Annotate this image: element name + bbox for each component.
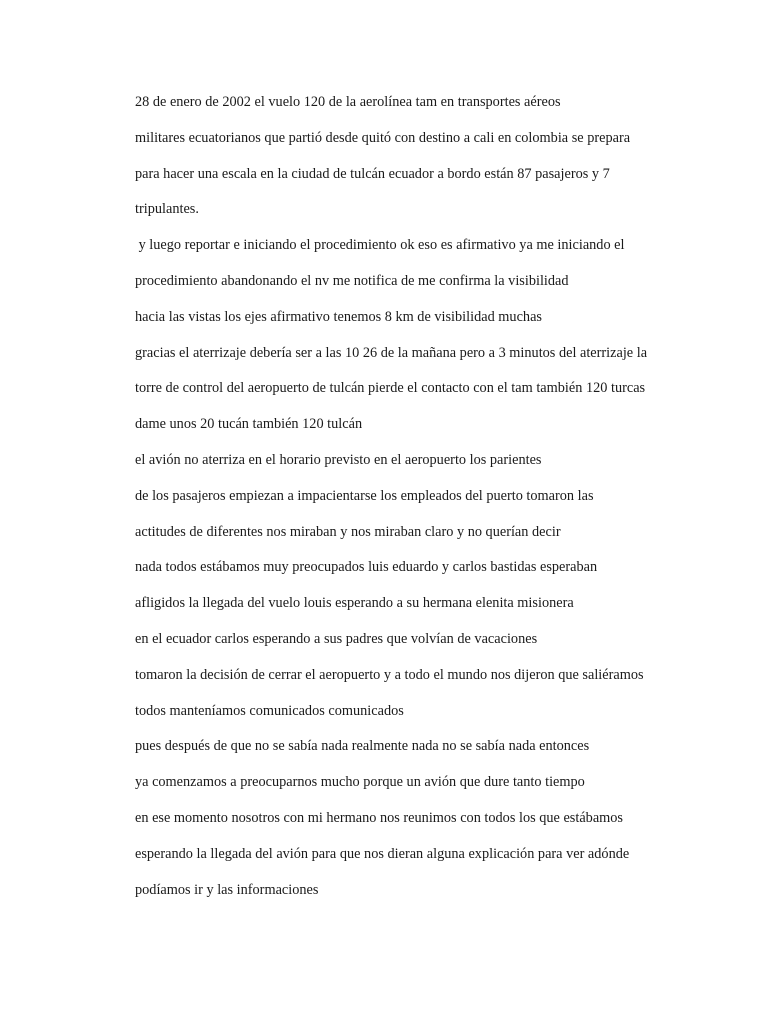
text-line: el avión no aterriza en el horario previsto en el aeropuerto los parientes <box>135 451 542 468</box>
text-line: y luego reportar e iniciando el procedimiento ok eso es afirmativo ya me iniciando el <box>135 237 625 254</box>
text-line: pues después de que no se sabía nada realmente nada no se sabía nada entonces <box>135 738 590 755</box>
text-line: de los pasajeros empiezan a impacientarse los empleados del puerto tomaron las <box>135 487 594 504</box>
text-line: en ese momento nosotros con mi hermano nos reunimos con todos los que estábamos <box>135 809 623 826</box>
text-line: tomaron la decisión de cerrar el aeropuerto y a todo el mundo nos dijeron que saliéramos <box>135 666 644 683</box>
text-line: afligidos la llegada del vuelo louis esperando a su hermana elenita misionera <box>135 595 574 612</box>
text-line: procedimiento abandonando el nv me notifica de me confirma la visibilidad <box>135 272 569 289</box>
text-line: podíamos ir y las informaciones <box>135 881 319 898</box>
text-line: ya comenzamos a preocuparnos mucho porque un avión que dure tanto tiempo <box>135 774 585 791</box>
text-line: 28 de enero de 2002 el vuelo 120 de la aerolínea tam en transportes aéreos <box>135 94 561 110</box>
text-line: en el ecuador carlos esperando a sus padres que volvían de vacaciones <box>135 630 538 647</box>
text-line: todos manteníamos comunicados comunicados <box>135 702 404 719</box>
text-line: tripulantes. <box>135 201 199 218</box>
text-line: nada todos estábamos muy preocupados luis eduardo y carlos bastidas esperaban <box>135 559 598 576</box>
text-line: actitudes de diferentes nos miraban y nos miraban claro y no querían decir <box>135 523 561 540</box>
text-line: torre de control del aeropuerto de tulcán pierde el contacto con el tam también 120 turcas <box>135 380 646 397</box>
text-line: hacia las vistas los ejes afirmativo tenemos 8 km de visibilidad muchas <box>135 308 542 325</box>
text-line: militares ecuatorianos que partió desde quitó con destino a cali en colombia se prepara <box>135 129 631 146</box>
text-line: gracias el aterrizaje debería ser a las 10 26 de la mañana pero a 3 minutos del aterrizaje la <box>135 344 648 361</box>
text-line: esperando la llegada del avión para que nos dieran alguna explicación para ver adónde <box>135 845 630 862</box>
document-body <box>135 89 735 912</box>
text-line: para hacer una escala en la ciudad de tulcán ecuador a bordo están 87 pasajeros y 7 <box>135 165 610 182</box>
text-line: dame unos 20 tucán también 120 tulcán <box>135 416 363 433</box>
